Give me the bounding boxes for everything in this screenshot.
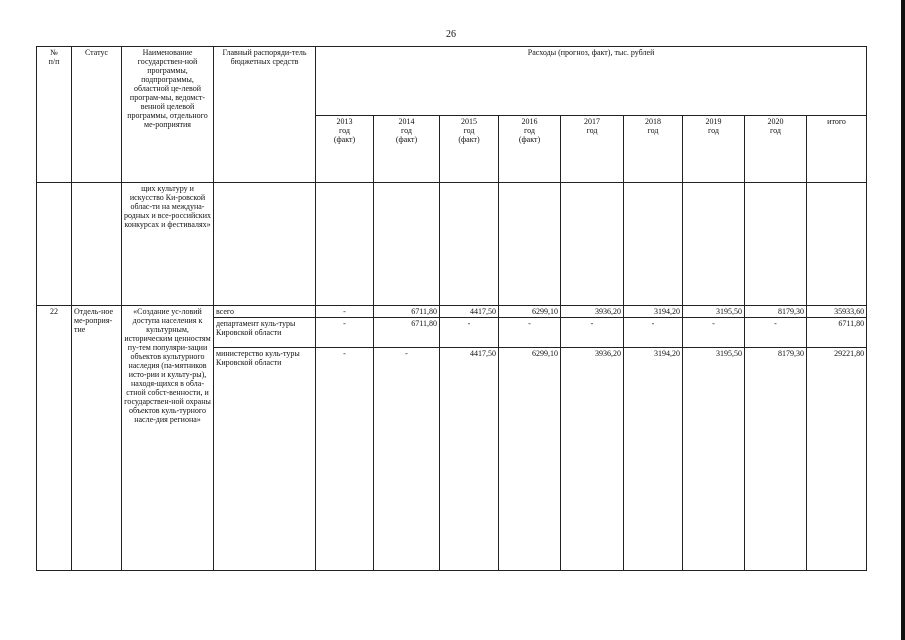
value-cell: 8179,30 [745, 306, 807, 318]
continuation-name: щих культуру и искусство Ки-ровской облас-ти на междуна-родных и все-российских конкурсах и фестивалях» [122, 183, 214, 306]
value-cell: 3195,50 [683, 348, 745, 571]
value-cell: - [683, 318, 745, 348]
continuation-row [37, 183, 867, 306]
value-cell: - [499, 318, 561, 348]
year-header: 2015 год (факт) [440, 116, 499, 183]
year-header: 2013 год (факт) [316, 116, 374, 183]
value-cell: - [316, 318, 374, 348]
value-cell: - [561, 318, 624, 348]
value-cell: 6299,10 [499, 348, 561, 571]
header-status: Статус [72, 47, 122, 183]
expenses-table [36, 46, 867, 571]
value-cell: 3194,20 [624, 306, 683, 318]
value-cell: 35933,60 [807, 306, 867, 318]
value-cell: 6711,80 [374, 318, 440, 348]
value-cell: 3195,50 [683, 306, 745, 318]
value-cell: 6299,10 [499, 306, 561, 318]
page-number: 26 [446, 29, 456, 40]
header-name: Наименование государствен-ной программы, подпрограммы, областной це-левой програм-мы, ведомст-венной целевой программы, отдельного ме-роприятия [122, 47, 214, 183]
row-number: 22 [37, 306, 72, 571]
value-cell: 3936,20 [561, 348, 624, 571]
value-cell: - [624, 318, 683, 348]
value-cell: 6711,80 [374, 306, 440, 318]
value-cell: 8179,30 [745, 348, 807, 571]
scan-edge-bar [901, 0, 905, 640]
year-header: 2020 год [745, 116, 807, 183]
row-name: «Создание ус-ловий доступа населения к культурным, историческим ценностям пу-тем популяри-зации объектов культурного наследия (па-мятников исто-рии и культу-ры), находя-щихся в обла-стной собст-венности, и государствен-ной охраны объектов куль-турного насле-дия региона» [122, 306, 214, 571]
value-cell: - [316, 348, 374, 571]
value-cell: - [745, 318, 807, 348]
value-cell: 3936,20 [561, 306, 624, 318]
value-cell: 6711,80 [807, 318, 867, 348]
value-cell: 29221,80 [807, 348, 867, 571]
header-admin: Главный распоряди-тель бюджетных средств [214, 47, 316, 183]
year-header: 2017 год [561, 116, 624, 183]
year-header: 2019 год [683, 116, 745, 183]
value-cell: - [316, 306, 374, 318]
value-cell: 3194,20 [624, 348, 683, 571]
value-cell: - [374, 348, 440, 571]
admin-cell: всего [214, 306, 316, 318]
year-header: 2016 год (факт) [499, 116, 561, 183]
row-status: Отдель-ное ме-роприя-тие [72, 306, 122, 571]
value-cell: - [440, 318, 499, 348]
header-expenses: Расходы (прогноз, факт), тыс. рублей [316, 47, 867, 116]
year-header: 2014 год (факт) [374, 116, 440, 183]
year-header: 2018 год [624, 116, 683, 183]
admin-cell: департамент куль-туры Кировской области [214, 318, 316, 348]
year-header: итого [807, 116, 867, 183]
table-row [37, 306, 867, 318]
value-cell: 4417,50 [440, 348, 499, 571]
value-cell: 4417,50 [440, 306, 499, 318]
header-num: № п/п [37, 47, 72, 183]
admin-cell: министерство куль-туры Кировской области [214, 348, 316, 571]
